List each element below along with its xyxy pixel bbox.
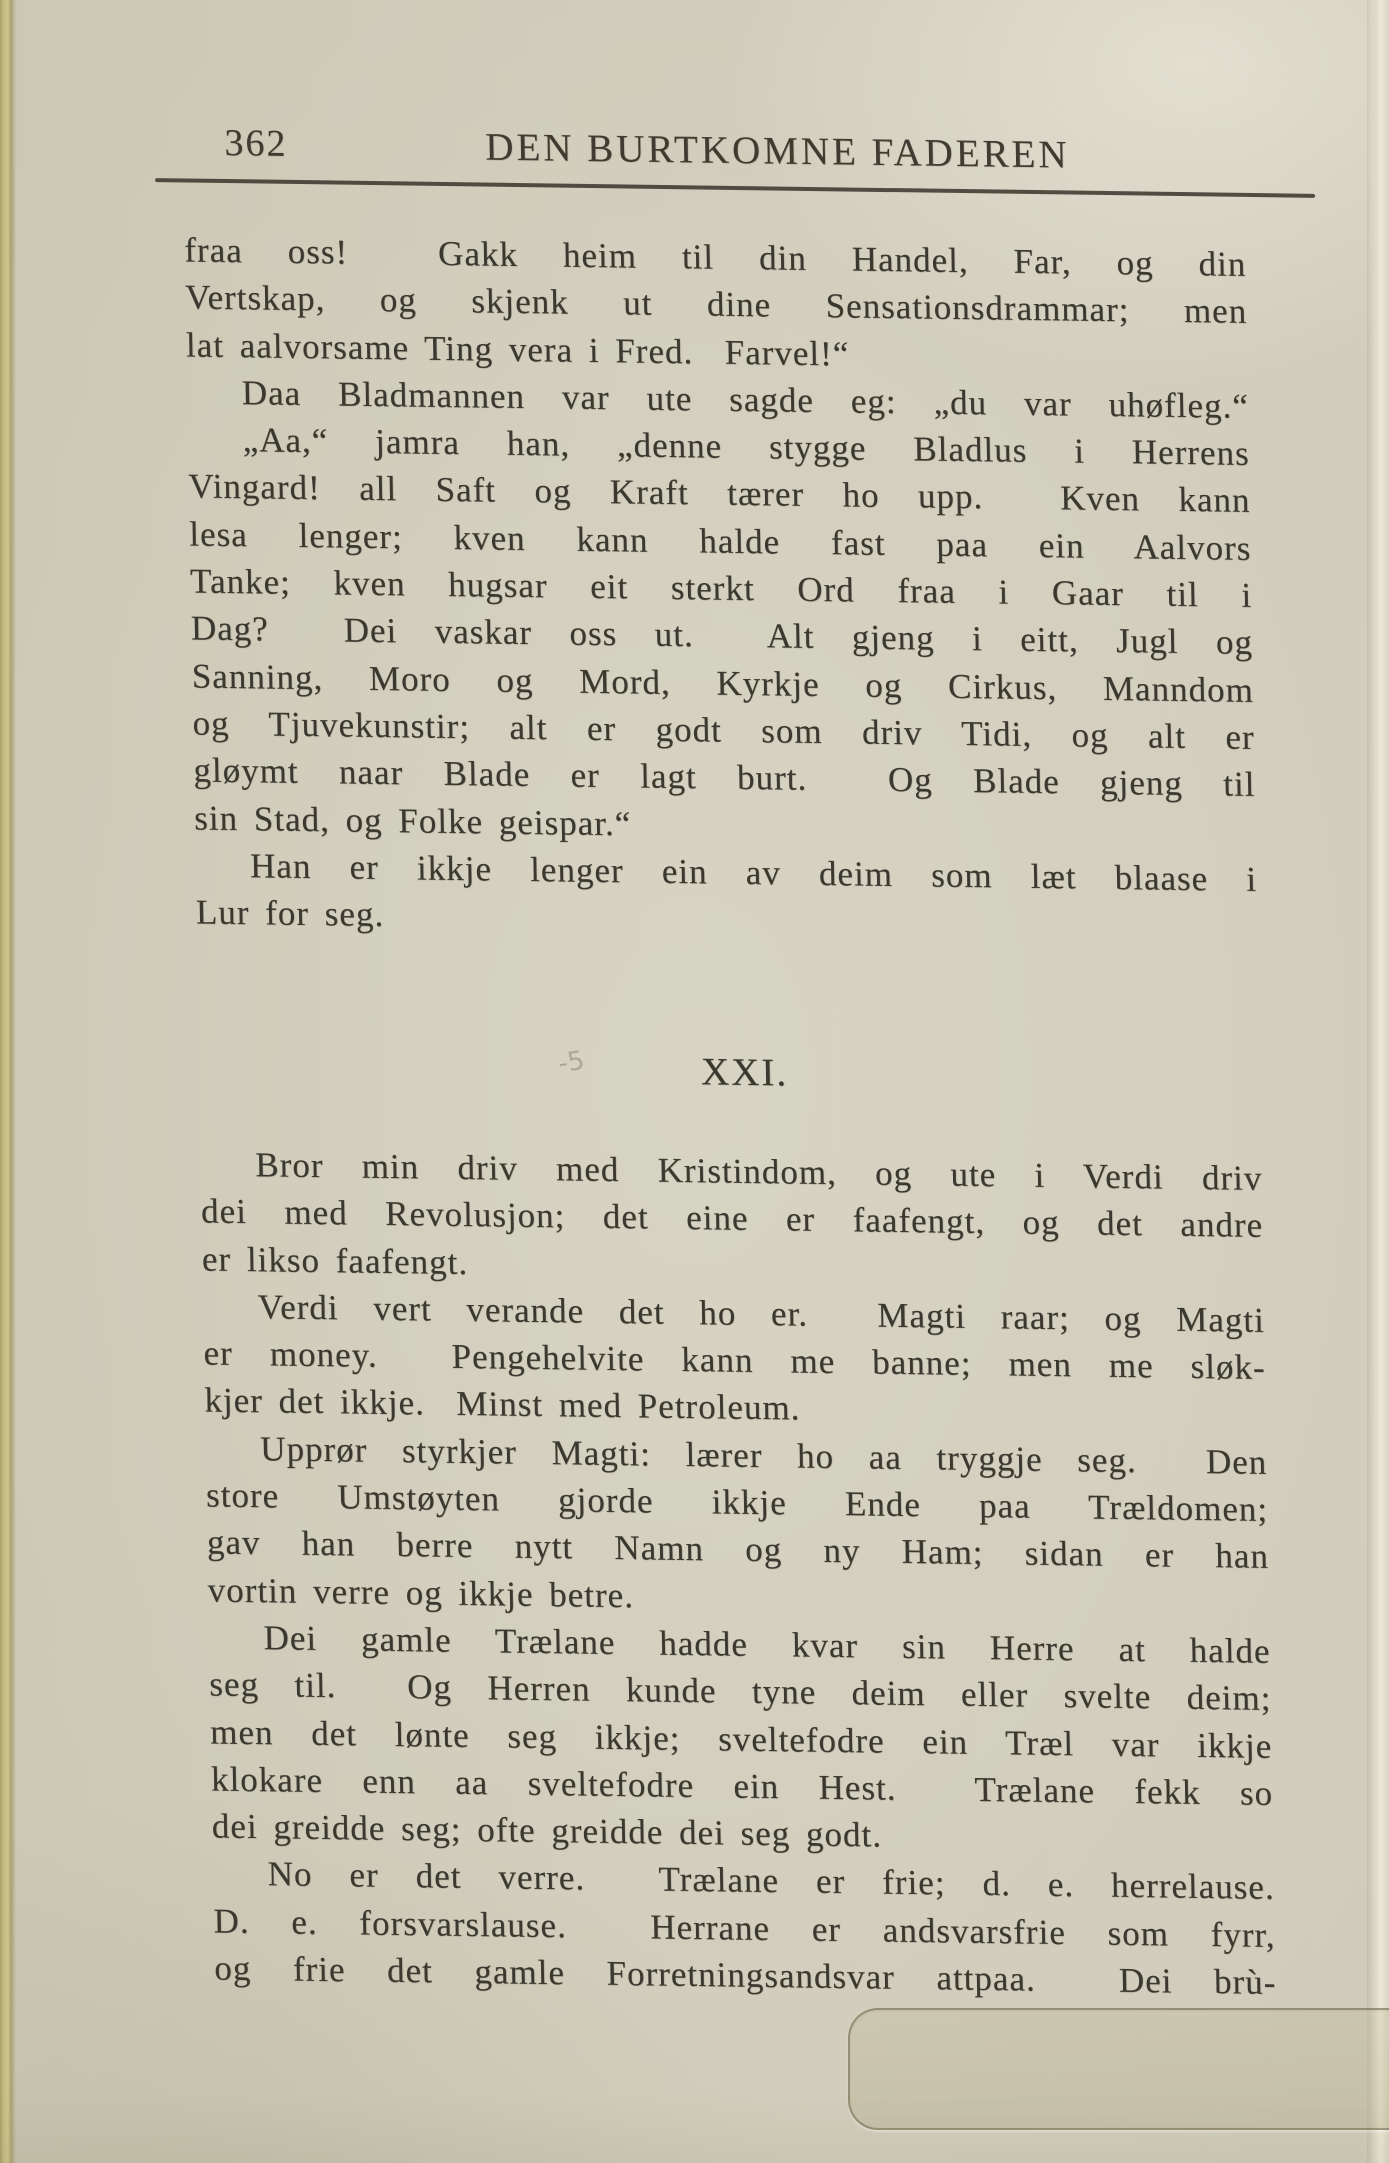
text-line: klokare enn aa sveltefodre ein Hest. Trælane fekk so xyxy=(210,1759,1274,1813)
text-block-upper xyxy=(184,226,1258,950)
text-line: lat aalvorsame Ting vera i Fred. Farvel!“ xyxy=(185,325,850,374)
text-line: og frie det gamle Forretningsandsvar attpaa. Dei brù- xyxy=(213,1948,1277,2002)
text-line: men det lønte seg ikkje; sveltefodre ein Træl var ikkje xyxy=(209,1712,1273,1766)
text-line: store Umstøyten gjorde ikkje Ende paa Trældomen; xyxy=(205,1475,1269,1529)
text-line: Lur for seg. xyxy=(195,892,385,935)
running-title: DEN BURTKOMNE FADEREN xyxy=(484,125,1070,177)
text-line: Vertskap, og skjenk ut dine Sensationsdrammar; men xyxy=(184,277,1248,332)
text-line: lesa lenger; kven kann halde fast paa ein Aalvors xyxy=(188,514,1252,568)
header-rule xyxy=(155,178,1315,197)
text-line: kjer det ikkje. Minst med Petroleum. xyxy=(204,1380,801,1429)
text-line: Vingard! all Saft og Kraft tærer ho upp. Kven kann xyxy=(188,466,1251,521)
text-line: Dag? Dei vaskar oss ut. Alt gjeng i eitt, Jugl og xyxy=(190,608,1254,663)
text-line: sin Stad, og Folke geispar.“ xyxy=(193,798,632,843)
text-line: Daa Bladmannen var ute sagde eg: „du var uhøfleg.“ xyxy=(241,373,1250,426)
text-line: er money. Pengehelvite kann me banne; men me sløk- xyxy=(203,1333,1266,1388)
text-line: gløymt naar Blade er lagt burt. Og Blade gjeng til xyxy=(193,750,1256,805)
text-line: Han er ikkje lenger ein av deim som læt blaase i xyxy=(249,846,1258,899)
text-line: Upprør styrkjer Magti: lærer ho aa tryggje seg. Den xyxy=(259,1428,1268,1482)
text-block-lower xyxy=(200,1140,1277,2006)
text-line: og Tjuvekunstir; alt er godt som driv Tidi, og alt er xyxy=(192,703,1255,757)
text-line: seg til. Og Herren kunde tyne deim eller svelte deim; xyxy=(209,1664,1272,1719)
text-line: Sanning, Moro og Mord, Kyrkje og Cirkus, Manndom xyxy=(191,656,1255,710)
page-number: 362 xyxy=(224,122,288,165)
text-line: D. e. forsvarslause. Herrane er andsvarsfrie som fyrr, xyxy=(213,1901,1276,1955)
text-line: Tanke; kven hugsar eit sterkt Ord fraa i Gaar til i xyxy=(189,561,1253,615)
text-line: dei greidde seg; ofte greidde dei seg godt. xyxy=(211,1806,883,1855)
text-line: Bror min driv med Kristindom, og ute i Verdi driv xyxy=(254,1145,1263,1198)
embossed-pocket-outline xyxy=(848,2008,1389,2130)
text-line: gav han berre nytt Namn og ny Ham; sidan er han xyxy=(206,1522,1270,1577)
pencil-mark: -5 xyxy=(555,1045,587,1080)
text-line: No er det verre. Trælane er frie; d. e. herrelause. xyxy=(267,1854,1275,1908)
text-line: vortin verre og ikkje betre. xyxy=(207,1570,635,1615)
chapter-heading: XXI. xyxy=(700,1050,789,1095)
text-line: er likso faafengt. xyxy=(201,1239,469,1282)
text-line: fraa oss! Gakk heim til din Handel, Far, og din xyxy=(183,230,1247,284)
text-line: „Aa,“ jamra han, „denne stygge Bladlus i Herrens xyxy=(242,420,1250,474)
text-line: Verdi vert verande det ho er. Magti raar; og Magti xyxy=(257,1287,1266,1340)
text-line: Dei gamle Trælane hadde kvar sin Herre at halde xyxy=(263,1618,1271,1671)
text-line: dei med Revolusjon; det eine er faafengt, og det andre xyxy=(200,1191,1264,1246)
